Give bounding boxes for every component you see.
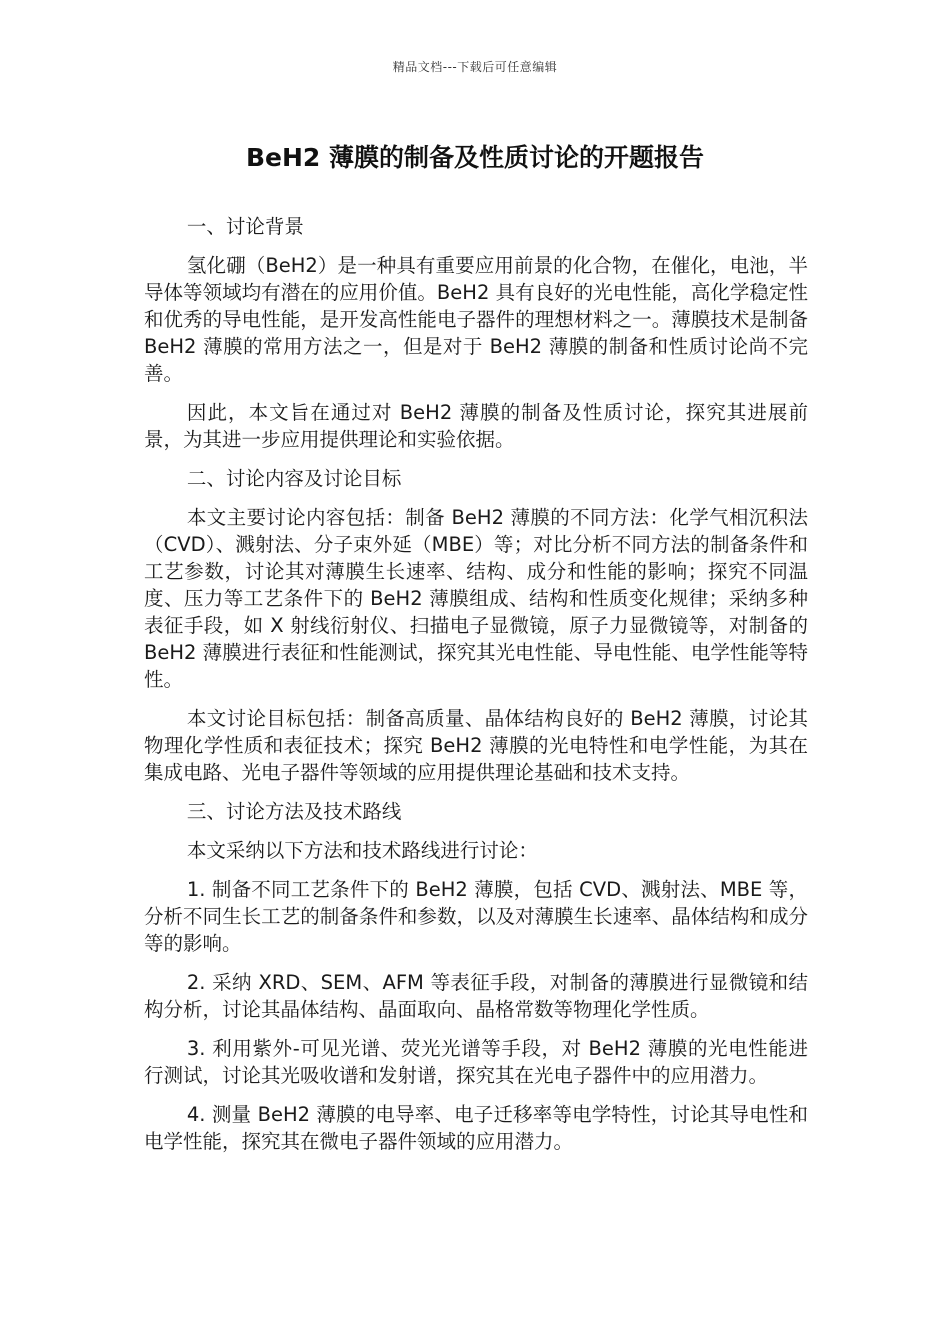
list-item: 3. 利用紫外-可见光谱、荧光光谱等手段，对 BeH2 薄膜的光电性能进行测试，讨论其光吸收谱和发射谱，探究其在光电子器件中的应用潜力。 xyxy=(144,1037,808,1087)
list-item: 1. 制备不同工艺条件下的 BeH2 薄膜，包括 CVD、溅射法、MBE 等，分析不同生长工艺的制备条件和参数，以及对薄膜生长速率、晶体结构和成分等的影响。 xyxy=(144,878,808,955)
list-item: 2. 采纳 XRD、SEM、AFM 等表征手段，对制备的薄膜进行显微镜和结构分析，讨论其晶体结构、晶面取向、晶格常数等物理化学性质。 xyxy=(144,971,808,1021)
list-item: 4. 测量 BeH2 薄膜的电导率、电子迁移率等电学特性，讨论其导电性和电学性能，探究其在微电子器件领域的应用潜力。 xyxy=(144,1103,808,1153)
section-heading-content-goals: 二、讨论内容及讨论目标 xyxy=(186,467,402,490)
paragraph: 本文采纳以下方法和技术路线进行讨论： xyxy=(186,839,538,862)
document-title: BeH2 薄膜的制备及性质讨论的开题报告 xyxy=(245,143,705,172)
section-heading-methods: 三、讨论方法及技术路线 xyxy=(186,800,402,823)
paragraph: 氢化硼（BeH2）是一种具有重要应用前景的化合物，在催化，电池，半导体等领域均有潜在的应用价值。BeH2 具有良好的光电性能，高化学稳定性和优秀的导电性能，是开发高性能电子器件的理想材料之一。薄膜技术是制备 BeH2 薄膜的常用方法之一，但是对于 BeH2 薄膜的制备和性质讨论尚不完善。 xyxy=(144,254,808,385)
paragraph: 本文讨论目标包括：制备高质量、晶体结构良好的 BeH2 薄膜，讨论其物理化学性质和表征技术；探究 BeH2 薄膜的光电特性和电学性能，为其在集成电路、光电子器件等领域的应用提供理论基础和技术支持。 xyxy=(144,707,808,784)
paragraph: 因此，本文旨在通过对 BeH2 薄膜的制备及性质讨论，探究其进展前景，为其进一步应用提供理论和实验依据。 xyxy=(144,401,808,451)
paragraph: 本文主要讨论内容包括：制备 BeH2 薄膜的不同方法：化学气相沉积法（CVD）、溅射法、分子束外延（MBE）等；对比分析不同方法的制备条件和工艺参数，讨论其对薄膜生长速率、结构、成分和性能的影响；探究不同温度、压力等工艺条件下的 BeH2 薄膜组成、结构和性质变化规律；采纳多种表征手段，如 X 射线衍射仪、扫描电子显微镜，原子力显微镜等，对制备的 BeH2 薄膜进行表征和性能测试，探究其光电性能、导电性能、电学性能等特性。 xyxy=(144,506,808,691)
page-header: 精品文档---下载后可任意编辑 xyxy=(392,60,558,74)
document-body xyxy=(144,213,808,1167)
section-heading-background: 一、讨论背景 xyxy=(186,215,304,238)
